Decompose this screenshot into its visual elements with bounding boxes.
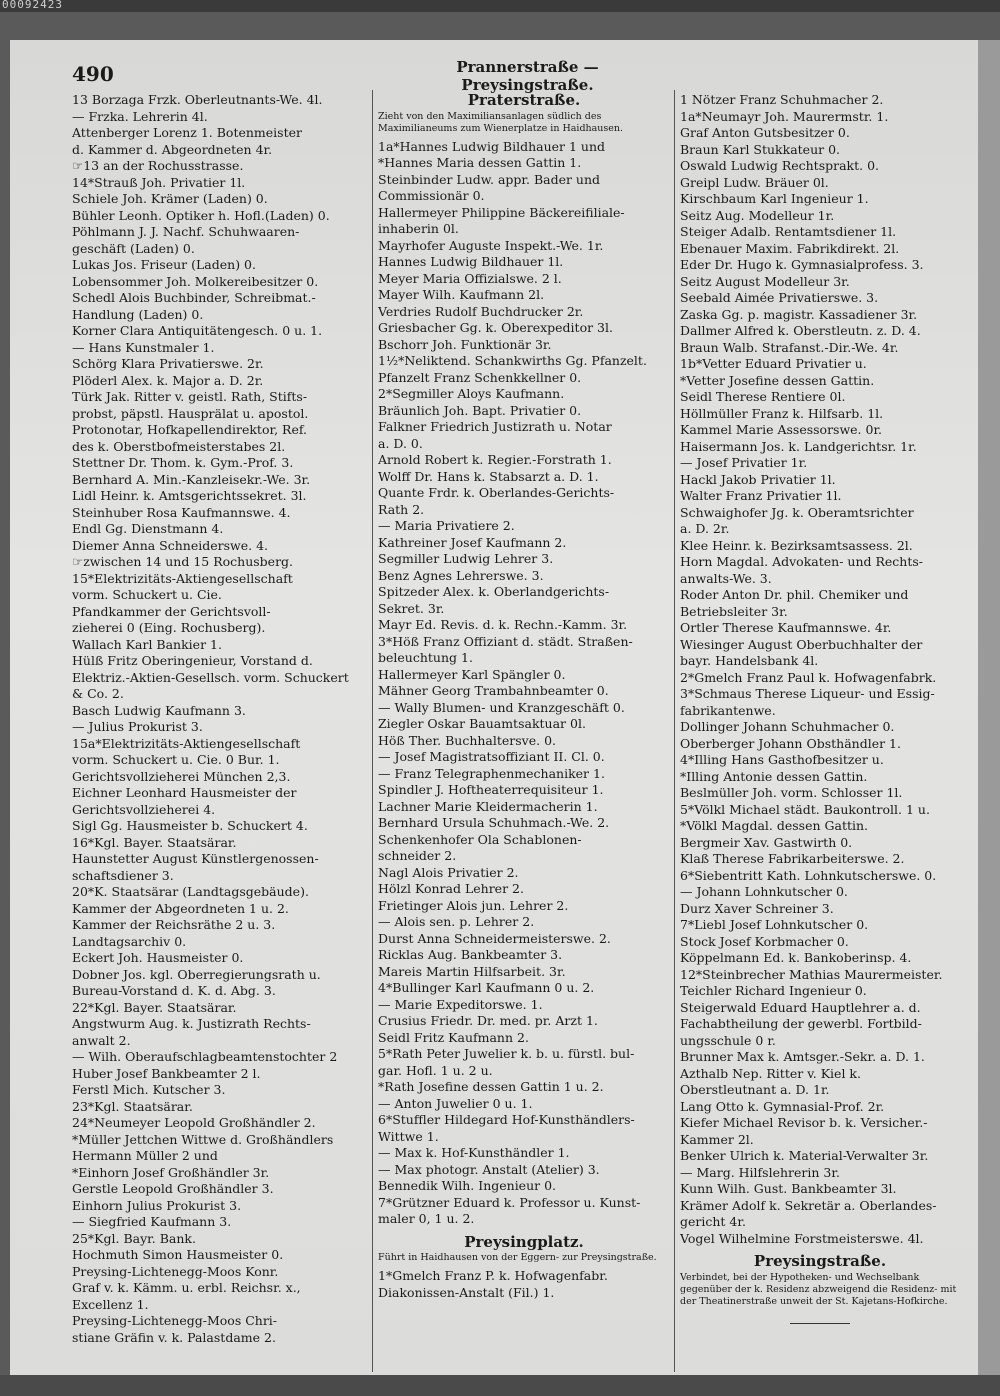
directory-entry: 1b*Vetter Eduard Privatier u. <box>680 356 867 371</box>
directory-entry: Kammel Marie Assessorswe. 0r. <box>680 422 883 437</box>
directory-entry: Plöderl Alex. k. Major a. D. 2r. <box>72 372 264 388</box>
directory-entry: bayr. Handelsbank 4l. <box>680 653 819 668</box>
directory-entry: 24*Neumeyer Leopold Großhändler 2. <box>72 1115 316 1130</box>
directory-entry: Steinhuber Rosa Kaufmannswe. 4. <box>72 504 291 520</box>
directory-entry: — Franz Telegraphenmechaniker 1. <box>378 765 605 781</box>
directory-entry: Eichner Leonhard Hausmeister der <box>72 785 297 800</box>
directory-entry: Wallach Karl Bankier 1. <box>72 636 222 652</box>
directory-entry: Hackl Jakob Privatier 1l. <box>680 471 836 487</box>
directory-entry: Attenberger Lorenz 1. Botenmeister <box>72 125 302 140</box>
directory-entry: Seitz August Modelleur 3r. <box>680 273 850 289</box>
directory-entry: Höllmüller Franz k. Hilfsarb. 1l. <box>680 405 884 421</box>
directory-entry: Excellenz 1. <box>72 1296 149 1312</box>
directory-entry: Schwaighofer Jg. k. Oberamtsrichter <box>680 504 914 520</box>
directory-entry: gar. Hofl. 1 u. 2 u. <box>378 1062 493 1078</box>
directory-entry: 2*Gmelch Franz Paul k. Hofwagenfabrk. <box>680 669 937 685</box>
street-heading: Preysingstraße. <box>753 1252 887 1270</box>
directory-entry: Angstwurm Aug. k. Justizrath Rechts- <box>72 1016 311 1031</box>
directory-entry: Ortler Therese Kaufmannswe. 4r. <box>680 620 892 635</box>
directory-entry: beleuchtung 1. <box>378 650 473 665</box>
directory-entry: Kammer der Reichsräthe 2 u. 3. <box>72 917 276 932</box>
directory-entry: — Marie Expeditorswe. 1. <box>378 996 543 1012</box>
column-3-entries <box>680 92 960 1247</box>
directory-entry: 22*Kgl. Bayer. Staatsärar. <box>72 999 237 1015</box>
directory-entry: Kammer der Abgeordneten 1 u. 2. <box>72 900 289 916</box>
street-description: Verbindet, bei der Hypotheken- und Wechselbank gegenüber der k. Residenz abzweigend die Residenz- mit der Theatinerstraße unweit der St. Kajetans-Hofkirche. <box>680 1271 957 1307</box>
directory-entry: 1a*Neumayr Joh. Maurermstr. 1. <box>680 108 889 124</box>
directory-entry: Protonotar, Hofkapellendirektor, Ref. <box>72 422 307 437</box>
directory-entry: Vogel Wilhelmine Forstmeisterswe. 4l. <box>680 1230 924 1246</box>
directory-entry: Hölzl Konrad Lehrer 2. <box>378 881 524 896</box>
directory-entry: Commissionär 0. <box>378 188 485 203</box>
column-1 <box>72 92 367 1346</box>
directory-entry: Hermann Müller 2 und <box>72 1148 218 1163</box>
directory-entry: Betriebsleiter 3r. <box>680 603 788 619</box>
directory-entry: Ziegler Oskar Bauamtsaktuar 0l. <box>378 716 586 731</box>
directory-entry: Bureau-Vorstand d. K. d. Abg. 3. <box>72 983 276 998</box>
directory-entry: Horn Magdal. Advokaten- und Rechts- <box>680 554 923 569</box>
directory-entry: Klaß Therese Fabrikarbeiterswe. 2. <box>680 851 905 866</box>
directory-entry: Quante Frdr. k. Oberlandes-Gerichts- <box>378 485 615 500</box>
directory-entry: — Maria Privatiere 2. <box>378 518 515 533</box>
directory-entry: Seitz Aug. Modelleur 1r. <box>680 207 835 223</box>
directory-entry: Oswald Ludwig Rechtsprakt. 0. <box>680 158 880 173</box>
directory-entry: 13 Borzaga Frzk. Oberleutnants-We. 4l. <box>72 92 323 107</box>
directory-entry: Oberberger Johann Obsthändler 1. <box>680 735 901 751</box>
directory-entry: Bühler Leonh. Optiker h. Hofl.(Laden) 0. <box>72 207 330 223</box>
directory-entry: Diemer Anna Schneiderswe. 4. <box>72 537 268 553</box>
directory-entry: Roder Anton Dr. phil. Chemiker und <box>680 587 909 602</box>
directory-entry: Hochmuth Simon Hausmeister 0. <box>72 1247 284 1262</box>
directory-entry: Kirschbaum Karl Ingenieur 1. <box>680 191 869 206</box>
directory-entry: inhaberin 0l. <box>378 221 459 236</box>
directory-entry: Teichler Richard Ingenieur 0. <box>680 983 867 998</box>
directory-entry: Dollinger Johann Schuhmacher 0. <box>680 719 895 734</box>
directory-entry: Handlung (Laden) 0. <box>72 306 204 322</box>
directory-entry: — Wally Blumen- und Kranzgeschäft 0. <box>378 699 625 715</box>
directory-entry: Diakonissen-Anstalt (Fil.) 1. <box>378 1284 555 1300</box>
directory-entry: ☞13 an der Rochusstrasse. <box>72 158 244 173</box>
directory-entry: des k. Oberstbofmeisterstabes 2l. <box>72 438 286 454</box>
directory-entry: Griesbacher Gg. k. Oberexpeditor 3l. <box>378 320 613 335</box>
directory-entry: Elektriz.-Aktien-Gesellsch. vorm. Schuckert <box>72 669 349 685</box>
directory-entry: Bernhard A. Min.-Kanzleisekr.-We. 3r. <box>72 471 311 487</box>
directory-entry: Einhorn Julius Prokurist 3. <box>72 1197 242 1213</box>
directory-entry: Nagl Alois Privatier 2. <box>378 864 519 880</box>
directory-entry: & Co. 2. <box>72 686 124 701</box>
directory-entry: — Johann Lohnkutscher 0. <box>680 884 848 899</box>
directory-entry: — Max photogr. Anstalt (Atelier) 3. <box>378 1161 600 1177</box>
directory-entry: zieherei 0 (Eing. Rochusberg). <box>72 620 266 635</box>
directory-entry: Durst Anna Schneidermeisterswe. 2. <box>378 930 611 946</box>
directory-entry: Segmiller Ludwig Lehrer 3. <box>378 551 554 566</box>
directory-entry: Landtagsarchiv 0. <box>72 933 187 949</box>
directory-entry: — Wilh. Oberaufschlagbeamtenstochter 2 <box>72 1049 338 1064</box>
directory-entry: Schiele Joh. Krämer (Laden) 0. <box>72 191 268 206</box>
directory-entry: Pfandkammer der Gerichtsvoll- <box>72 603 271 619</box>
directory-entry: schaftsdiener 3. <box>72 867 174 883</box>
street-description: Führt in Haidhausen von der Eggern- zur Preysingstraße. <box>378 1252 657 1263</box>
directory-entry: Walter Franz Privatier 1l. <box>680 488 842 503</box>
directory-entry: Bernhard Ursula Schuhmach.-We. 2. <box>378 815 610 830</box>
directory-entry: Kathreiner Josef Kaufmann 2. <box>378 534 567 550</box>
directory-entry: Mähner Georg Trambahnbeamter 0. <box>378 683 609 698</box>
directory-entry: Braun Walb. Strafanst.-Dir.-We. 4r. <box>680 339 899 355</box>
directory-entry: probst, päpstl. Hausprälat u. apostol. <box>72 405 309 421</box>
directory-entry: Bschorr Joh. Funktionär 3r. <box>378 336 552 352</box>
directory-entry: Falkner Friedrich Justizrath u. Notar <box>378 419 612 434</box>
directory-entry: Krämer Adolf k. Sekretär a. Oberlandes- <box>680 1197 937 1213</box>
directory-entry: Haisermann Jos. k. Landgerichtsr. 1r. <box>680 438 917 454</box>
directory-entry: — Siegfried Kaufmann 3. <box>72 1214 232 1229</box>
directory-entry: Durz Xaver Schreiner 3. <box>680 900 834 916</box>
directory-entry: Seidl Therese Rentiere 0l. <box>680 389 846 404</box>
directory-entry: Benz Agnes Lehrerswe. 3. <box>378 567 544 583</box>
directory-entry: fabrikantenwe. <box>680 702 776 718</box>
directory-entry: 20*K. Staatsärar (Landtagsgebäude). <box>72 884 309 899</box>
directory-entry: Gerichtsvollzieherei 4. <box>72 801 216 817</box>
directory-entry: Stock Josef Korbmacher 0. <box>680 933 849 949</box>
directory-entry: — Josef Privatier 1r. <box>680 455 808 470</box>
directory-entry: 15*Elektrizitäts-Aktiengesellschaft <box>72 570 293 586</box>
directory-entry: Steinbinder Ludw. appr. Bader und <box>378 171 601 187</box>
directory-entry: Hülß Fritz Oberingenieur, Vorstand d. <box>72 653 313 668</box>
directory-entry: Mayrhofer Auguste Inspekt.-We. 1r. <box>378 237 604 253</box>
directory-entry: 1a*Hannes Ludwig Bildhauer 1 und <box>378 138 606 154</box>
directory-entry: Mareis Martin Hilfsarbeit. 3r. <box>378 963 566 979</box>
directory-entry: Fachabtheilung der gewerbl. Fortbild- <box>680 1016 922 1031</box>
directory-entry: Spindler J. Hoftheaterrequisiteur 1. <box>378 782 604 797</box>
directory-entry: Sekret. 3r. <box>378 600 445 616</box>
directory-entry: Meyer Maria Offizialswe. 2 l. <box>378 270 562 286</box>
directory-entry: Schörg Klara Privatierswe. 2r. <box>72 356 264 371</box>
directory-entry: 7*Liebl Josef Lohnkutscher 0. <box>680 917 869 932</box>
directory-entry: — Alois sen. p. Lehrer 2. <box>378 914 535 929</box>
directory-entry: Seebald Aimée Privatierswe. 3. <box>680 290 879 305</box>
directory-entry: Greipl Ludw. Bräuer 0l. <box>680 174 829 190</box>
directory-entry: Gerstle Leopold Großhändler 3. <box>72 1181 274 1196</box>
directory-entry: Lukas Jos. Friseur (Laden) 0. <box>72 257 256 272</box>
directory-entry: Zaska Gg. p. magistr. Kassadiener 3r. <box>680 306 918 322</box>
directory-entry: Lidl Heinr. k. Amtsgerichtssekret. 3l. <box>72 488 307 503</box>
directory-entry: — Anton Juwelier 0 u. 1. <box>378 1095 533 1111</box>
directory-entry: Stettner Dr. Thom. k. Gym.-Prof. 3. <box>72 455 294 470</box>
directory-entry: 2*Segmiller Aloys Kaufmann. <box>378 386 565 401</box>
directory-entry: Wiesinger August Oberbuchhalter der <box>680 636 923 652</box>
directory-entry: — Marg. Hilfslehrerin 3r. <box>680 1164 840 1180</box>
directory-entry: Pfanzelt Franz Schenkkellner 0. <box>378 369 582 385</box>
directory-entry: Lang Otto k. Gymnasial-Prof. 2r. <box>680 1098 885 1114</box>
directory-entry: — Max k. Hof-Kunsthändler 1. <box>378 1145 570 1160</box>
directory-entry: 3*Höß Franz Offiziant d. städt. Straßen- <box>378 633 633 649</box>
directory-entry: Eckert Joh. Hausmeister 0. <box>72 950 244 965</box>
directory-entry: 6*Siebentritt Kath. Lohnkutscherswe. 0. <box>680 867 937 883</box>
directory-entry: geschäft (Laden) 0. <box>72 240 195 256</box>
directory-entry: Brunner Max k. Amtsger.-Sekr. a. D. 1. <box>680 1049 925 1064</box>
directory-entry: maler 0, 1 u. 2. <box>378 1211 475 1226</box>
directory-entry: Haunstetter August Künstlergenossen- <box>72 851 319 866</box>
column-2b-entries <box>378 1268 670 1301</box>
scan-id: 00092423 <box>2 0 63 11</box>
directory-entry: 5*Rath Peter Juwelier k. b. u. fürstl. bul- <box>378 1046 635 1061</box>
directory-entry: 1 Nötzer Franz Schuhmacher 2. <box>680 92 884 107</box>
directory-entry: Höß Ther. Buchhaltersve. 0. <box>378 732 557 748</box>
directory-entry: *Illing Antonie dessen Gattin. <box>680 768 868 784</box>
directory-entry: Köppelmann Ed. k. Bankoberinsp. 4. <box>680 950 912 965</box>
running-head: Prannerstraße — Preysingstraße. <box>456 58 599 94</box>
directory-entry: Crusius Friedr. Dr. med. pr. Arzt 1. <box>378 1013 598 1028</box>
directory-entry: 3*Schmaus Therese Liqueur- und Essig- <box>680 686 935 701</box>
directory-entry: Preysing-Lichtenegg-Moos Chri- <box>72 1313 278 1328</box>
directory-entry: Basch Ludwig Kaufmann 3. <box>72 702 246 718</box>
directory-entry: 6*Stuffler Hildegard Hof-Kunsthändlers- <box>378 1112 635 1127</box>
directory-entry: *Völkl Magdal. dessen Gattin. <box>680 818 869 833</box>
directory-entry: Graf Anton Gutsbesitzer 0. <box>680 125 850 140</box>
directory-entry: gericht 4r. <box>680 1214 746 1229</box>
directory-entry: Schedl Alois Buchbinder, Schreibmat.- <box>72 290 316 305</box>
directory-entry: Lachner Marie Kleidermacherin 1. <box>378 798 598 814</box>
directory-entry: Steiger Adalb. Rentamtsdiener 1l. <box>680 224 897 239</box>
directory-entry: Azthalb Nep. Ritter v. Kiel k. <box>680 1065 861 1081</box>
directory-entry: Steigerwald Eduard Hauptlehrer a. d. <box>680 999 921 1015</box>
directory-entry: Pöhlmann J. J. Nachf. Schuhwaaren- <box>72 224 300 239</box>
directory-entry: — Julius Prokurist 3. <box>72 719 203 734</box>
directory-entry: 16*Kgl. Bayer. Staatsärar. <box>72 834 237 850</box>
street-heading: Praterstraße. <box>467 91 581 109</box>
directory-entry: Benker Ulrich k. Material-Verwalter 3r. <box>680 1148 929 1163</box>
directory-entry: vorm. Schuckert u. Cie. <box>72 587 222 602</box>
directory-entry: 7*Grützner Eduard k. Professor u. Kunst- <box>378 1194 641 1210</box>
directory-entry: Klee Heinr. k. Bezirksamtsassess. 2l. <box>680 537 913 553</box>
directory-entry: 1½*Neliktend. Schankwirths Gg. Pfanzelt. <box>378 353 647 368</box>
directory-entry: Hallermeyer Philippine Bäckereifiliale- <box>378 204 625 220</box>
directory-entry: Wittwe 1. <box>378 1128 439 1144</box>
directory-entry: Gerichtsvollzieherei München 2,3. <box>72 768 291 784</box>
directory-entry: Hannes Ludwig Bildhauer 1l. <box>378 254 564 269</box>
directory-entry: Eder Dr. Hugo k. Gymnasialprofess. 3. <box>680 257 924 272</box>
directory-entry: schneider 2. <box>378 848 457 863</box>
directory-entry: Beslmüller Joh. vorm. Schlosser 1l. <box>680 785 903 800</box>
directory-entry: a. D. 2r. <box>680 521 730 536</box>
directory-entry: — Hans Kunstmaler 1. <box>72 339 215 355</box>
directory-entry: ungsschule 0 r. <box>680 1032 776 1048</box>
directory-entry: Kammer 2l. <box>680 1131 754 1147</box>
directory-entry: ☞zwischen 14 und 15 Rochusberg. <box>72 554 294 569</box>
directory-entry: — Frzka. Lehrerin 4l. <box>72 108 208 124</box>
street-description: Zieht von den Maximiliansanlagen südlich des Maximilianeums zum Wienerplatze in Haidhausen. <box>378 110 624 134</box>
column-rule <box>674 90 675 1372</box>
column-2 <box>378 92 670 1301</box>
directory-entry: *Müller Jettchen Wittwe d. Großhändlers <box>72 1131 334 1147</box>
directory-entry: anwalt 2. <box>72 1032 131 1048</box>
column-3 <box>680 92 960 1332</box>
directory-entry: Ebenauer Maxim. Fabrikdirekt. 2l. <box>680 240 900 256</box>
directory-entry: Arnold Robert k. Regier.-Forstrath 1. <box>378 452 612 467</box>
directory-entry: 4*Illing Hans Gasthofbesitzer u. <box>680 752 884 767</box>
directory-entry: *Einhorn Josef Großhändler 3r. <box>72 1164 270 1180</box>
directory-entry: 23*Kgl. Staatsärar. <box>72 1098 193 1114</box>
directory-entry: stiane Gräfin v. k. Palastdame 2. <box>72 1329 276 1345</box>
directory-entry: Ferstl Mich. Kutscher 3. <box>72 1082 226 1097</box>
directory-entry: Hallermeyer Karl Spängler 0. <box>378 666 566 682</box>
directory-entry: vorm. Schuckert u. Cie. 0 Bur. 1. <box>72 752 280 767</box>
column-rule <box>372 90 373 1372</box>
directory-entry: Bennedik Wilh. Ingenieur 0. <box>378 1178 557 1193</box>
directory-entry: 5*Völkl Michael städt. Baukontroll. 1 u. <box>680 801 930 817</box>
directory-entry: 4*Bullinger Karl Kaufmann 0 u. 2. <box>378 980 595 995</box>
directory-entry: Oberstleutnant a. D. 1r. <box>680 1082 830 1097</box>
directory-entry: 15a*Elektrizitäts-Aktiengesellschaft <box>72 735 301 751</box>
directory-entry: — Josef Magistratsoffiziant II. Cl. 0. <box>378 749 605 764</box>
scan-bottom-strip <box>0 1375 1000 1396</box>
page-number: 490 <box>72 62 114 86</box>
directory-entry: Kiefer Michael Revisor b. k. Versicher.- <box>680 1115 928 1130</box>
directory-entry: Kunn Wilh. Gust. Bankbeamter 3l. <box>680 1181 897 1196</box>
directory-entry: Graf v. k. Kämm. u. erbl. Reichsr. x., <box>72 1280 301 1295</box>
directory-entry: Wolff Dr. Hans k. Stabsarzt a. D. 1. <box>378 468 599 484</box>
directory-entry: Dallmer Alfred k. Oberstleutn. z. D. 4. <box>680 323 921 338</box>
directory-entry: 25*Kgl. Bayr. Bank. <box>72 1230 196 1246</box>
directory-entry: Endl Gg. Dienstmann 4. <box>72 521 224 536</box>
directory-entry: Mayr Ed. Revis. d. k. Rechn.-Kamm. 3r. <box>378 617 628 632</box>
directory-entry: Rath 2. <box>378 501 425 517</box>
directory-entry: *Vetter Josefine dessen Gattin. <box>680 372 875 388</box>
directory-entry: *Hannes Maria dessen Gattin 1. <box>378 155 582 170</box>
directory-entry: Dobner Jos. kgl. Oberregierungsrath u. <box>72 966 321 982</box>
adjacent-page-edge <box>978 40 1000 1375</box>
directory-entry: Sigl Gg. Hausmeister b. Schuckert 4. <box>72 818 308 833</box>
column-2-entries <box>378 139 670 1228</box>
scan-top-strip <box>0 0 1000 12</box>
directory-entry: Bräunlich Joh. Bapt. Privatier 0. <box>378 402 582 418</box>
directory-entry: 12*Steinbrecher Mathias Maurermeister. <box>680 966 943 982</box>
directory-entry: d. Kammer d. Abgeordneten 4r. <box>72 141 273 157</box>
directory-entry: Bergmeir Xav. Gastwirth 0. <box>680 834 853 850</box>
directory-entry: anwalts-We. 3. <box>680 570 772 586</box>
directory-entry: Preysing-Lichtenegg-Moos Konr. <box>72 1263 279 1279</box>
directory-entry: Spitzeder Alex. k. Oberlandgerichts- <box>378 584 610 599</box>
directory-entry: 14*Strauß Joh. Privatier 1l. <box>72 174 246 190</box>
directory-entry: Braun Karl Stukkateur 0. <box>680 141 841 157</box>
directory-entry: Lobensommer Joh. Molkereibesitzer 0. <box>72 273 319 289</box>
directory-entry: Huber Josef Bankbeamter 2 l. <box>72 1065 261 1081</box>
directory-entry: *Rath Josefine dessen Gattin 1 u. 2. <box>378 1079 604 1094</box>
section-rule <box>680 1312 960 1329</box>
directory-entry: 1*Gmelch Franz P. k. Hofwagenfabr. <box>378 1268 608 1283</box>
directory-entry: Ricklas Aug. Bankbeamter 3. <box>378 947 563 962</box>
directory-entry: Verdries Rudolf Buchdrucker 2r. <box>378 303 584 319</box>
directory-entry: Mayer Wilh. Kaufmann 2l. <box>378 287 545 302</box>
directory-entry: Schenkenhofer Ola Schablonen- <box>378 831 582 847</box>
directory-entry: a. D. 0. <box>378 435 423 451</box>
directory-entry: Frietinger Alois jun. Lehrer 2. <box>378 897 569 913</box>
directory-entry: Türk Jak. Ritter v. geistl. Rath, Stifts- <box>72 389 308 404</box>
directory-entry: Seidl Fritz Kaufmann 2. <box>378 1029 529 1045</box>
directory-entry: Korner Clara Antiquitätengesch. 0 u. 1. <box>72 323 323 338</box>
street-heading: Preysingplatz. <box>464 1232 584 1251</box>
